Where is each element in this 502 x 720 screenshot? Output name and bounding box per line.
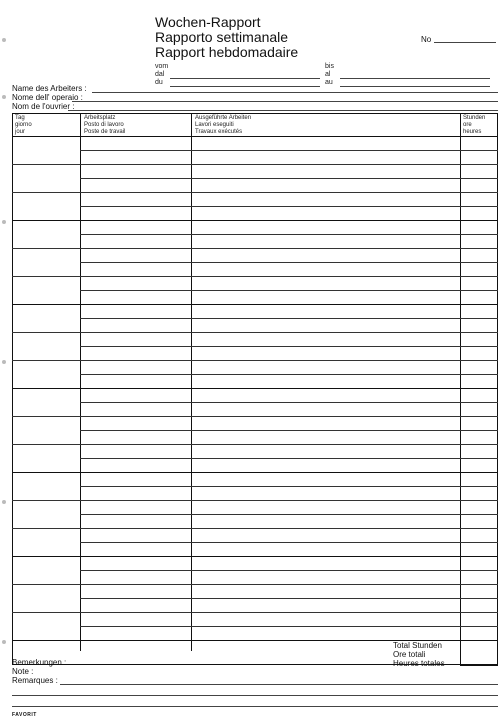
table-row [80,276,498,277]
table-row [80,318,498,319]
date-to-field-2[interactable] [340,86,490,87]
table-row [80,360,498,361]
table-row [80,178,498,179]
table-row [80,514,498,515]
table-row [80,430,498,431]
worker-name-label-de: Name des Arbeiters : [12,84,87,93]
table-row [80,584,498,585]
day-cell-divider [12,192,80,193]
total-hours-label-de: Total Stunden [393,641,442,650]
table-row [80,150,498,151]
table-row [80,262,498,263]
day-separator [12,388,498,389]
day-cell-divider [12,528,80,529]
header-work-done: Ausgeführte Arbeiten Lavori eseguiti Travaux exécutés [195,115,252,135]
worker-name-field[interactable] [92,92,498,93]
header-workplace: Arbeitsplatz Posto di lavoro Poste de travail [84,115,126,135]
header-day: Tag giorno jour [15,115,32,135]
day-cell-divider [12,332,80,333]
binding-hole [2,360,6,364]
header-hours: Stunden ore heures [463,115,486,135]
remarks-label-it: Note : [12,667,34,676]
number-label: No [421,35,432,44]
from-label-it: dal [155,71,165,78]
remarks-field-2[interactable] [12,695,498,696]
table-row [80,500,498,501]
title-german: Wochen-Rapport [155,14,261,30]
remarks-label-de: Bemerkungen : [12,658,67,667]
worker-name-label-it: Nome dell' operaio : [12,93,83,102]
day-separator [12,304,498,305]
day-cell-divider [12,612,80,613]
table-row [80,444,498,445]
timesheet-table [12,113,498,665]
number-field[interactable] [434,42,496,43]
day-cell-divider [12,416,80,417]
to-label-de: bis [325,63,334,70]
table-row [80,612,498,613]
day-cell-divider [12,248,80,249]
from-label-fr: du [155,79,163,86]
to-label-fr: au [325,79,333,86]
table-row [80,402,498,403]
table-row [80,416,498,417]
remarks-field-3[interactable] [12,706,498,707]
worker-name-label-fr: Nom de l'ouvrier : [12,102,75,111]
table-row [80,486,498,487]
table-row [80,164,498,165]
day-cell-divider [12,584,80,585]
brand-label: FAVORIT [12,712,37,718]
remarks-label-fr: Remarques : [12,676,58,685]
day-cell-divider [12,500,80,501]
col-divider-hours [460,113,461,665]
table-row [80,206,498,207]
binding-hole [2,220,6,224]
worker-name-field-3[interactable] [68,110,498,111]
day-cell-divider [12,164,80,165]
binding-hole [2,500,6,504]
day-separator [12,220,498,221]
total-hours-label-fr: Heures totales [393,659,445,668]
remarks-field-1[interactable] [60,684,498,685]
day-separator [12,472,498,473]
table-row [80,290,498,291]
table-row [80,626,498,627]
table-row [80,598,498,599]
binding-hole [2,38,6,42]
table-row [80,542,498,543]
title-french: Rapport hebdomadaire [155,44,299,60]
worker-name-field-2[interactable] [72,101,498,102]
day-cell-divider [12,276,80,277]
date-from-field-2[interactable] [170,86,320,87]
table-row [80,458,498,459]
day-cell-divider [12,444,80,445]
date-to-field[interactable] [340,78,490,79]
total-hours-box[interactable] [460,640,498,666]
binding-hole [2,95,6,99]
day-cell-divider [12,360,80,361]
binding-hole [2,640,6,644]
date-from-field[interactable] [170,78,320,79]
table-row [80,528,498,529]
table-row [80,192,498,193]
to-label-it: al [325,71,331,78]
table-row [80,234,498,235]
table-row [80,332,498,333]
title-italian: Rapporto settimanale [155,29,289,45]
table-row [80,346,498,347]
table-row [80,374,498,375]
table-row [80,248,498,249]
day-separator [12,556,498,557]
total-hours-label-it: Ore totali [393,650,426,659]
from-label-de: vom [155,63,169,70]
header-separator [12,136,498,137]
table-row [80,570,498,571]
